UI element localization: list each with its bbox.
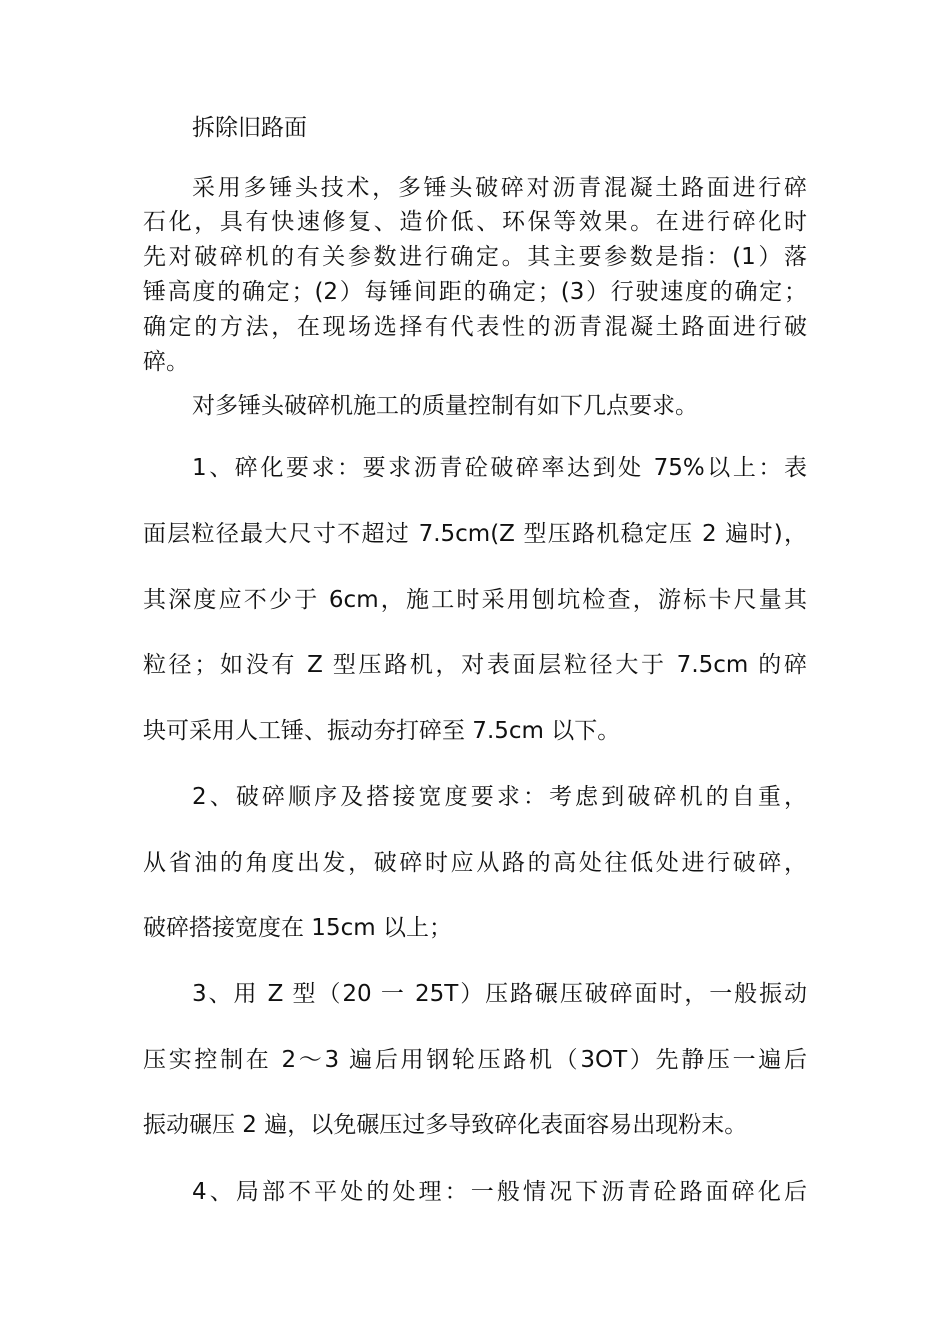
text-line: 确定的方法，在现场选择有代表性的沥青混凝土路面进行破 (143, 314, 807, 340)
text-line: 破碎搭接宽度在 15cm 以上； (143, 915, 452, 941)
text-line: 石化，具有快速修复、造价低、环保等效果。在进行碎化时 (143, 209, 807, 235)
text-line: 从省油的角度出发，破碎时应从路的高处往低处进行破碎， (143, 850, 807, 876)
text-line: 碎。 (143, 349, 189, 375)
text-line: 采用多锤头技术，多锤头破碎对沥青混凝土路面进行碎 (192, 175, 807, 201)
text-line: 振动碾压 2 遍，以免碾压过多导致碎化表面容易出现粉末。 (143, 1112, 748, 1138)
text-line: 2、破碎顺序及搭接宽度要求：考虑到破碎机的自重， (192, 784, 807, 810)
text-line: 4、局部不平处的处理：一般情况下沥青砼路面碎化后 (192, 1179, 807, 1205)
text-line: 锤高度的确定；(2）每锤间距的确定；(3）行驶速度的确定； (143, 279, 807, 305)
paragraph-requirements: 对多锤头破碎机施工的质量控制有如下几点要求。 (192, 393, 698, 419)
text-line: 其深度应不少于 6cm，施工时采用刨坑检查，游标卡尺量其 (143, 587, 807, 613)
text-line: 压实控制在 2～3 遍后用钢轮压路机（3OT）先静压一遍后 (143, 1047, 807, 1073)
section-heading: 拆除旧路面 (192, 115, 307, 141)
text-line: 1、碎化要求：要求沥青砼破碎率达到处 75%以上：表 (192, 455, 807, 481)
text-line: 先对破碎机的有关参数进行确定。其主要参数是指：(1）落 (143, 244, 807, 270)
text-line: 3、用 Z 型（20 一 25T）压路碾压破碎面时，一般振动 (192, 981, 807, 1007)
text-line: 面层粒径最大尺寸不超过 7.5cm(Z 型压路机稳定压 2 遍时)， (143, 521, 807, 547)
text-line: 块可采用人工锤、振动夯打碎至 7.5cm 以下。 (143, 718, 621, 744)
text-line: 粒径；如没有 Z 型压路机，对表面层粒径大于 7.5cm 的碎 (143, 652, 807, 678)
